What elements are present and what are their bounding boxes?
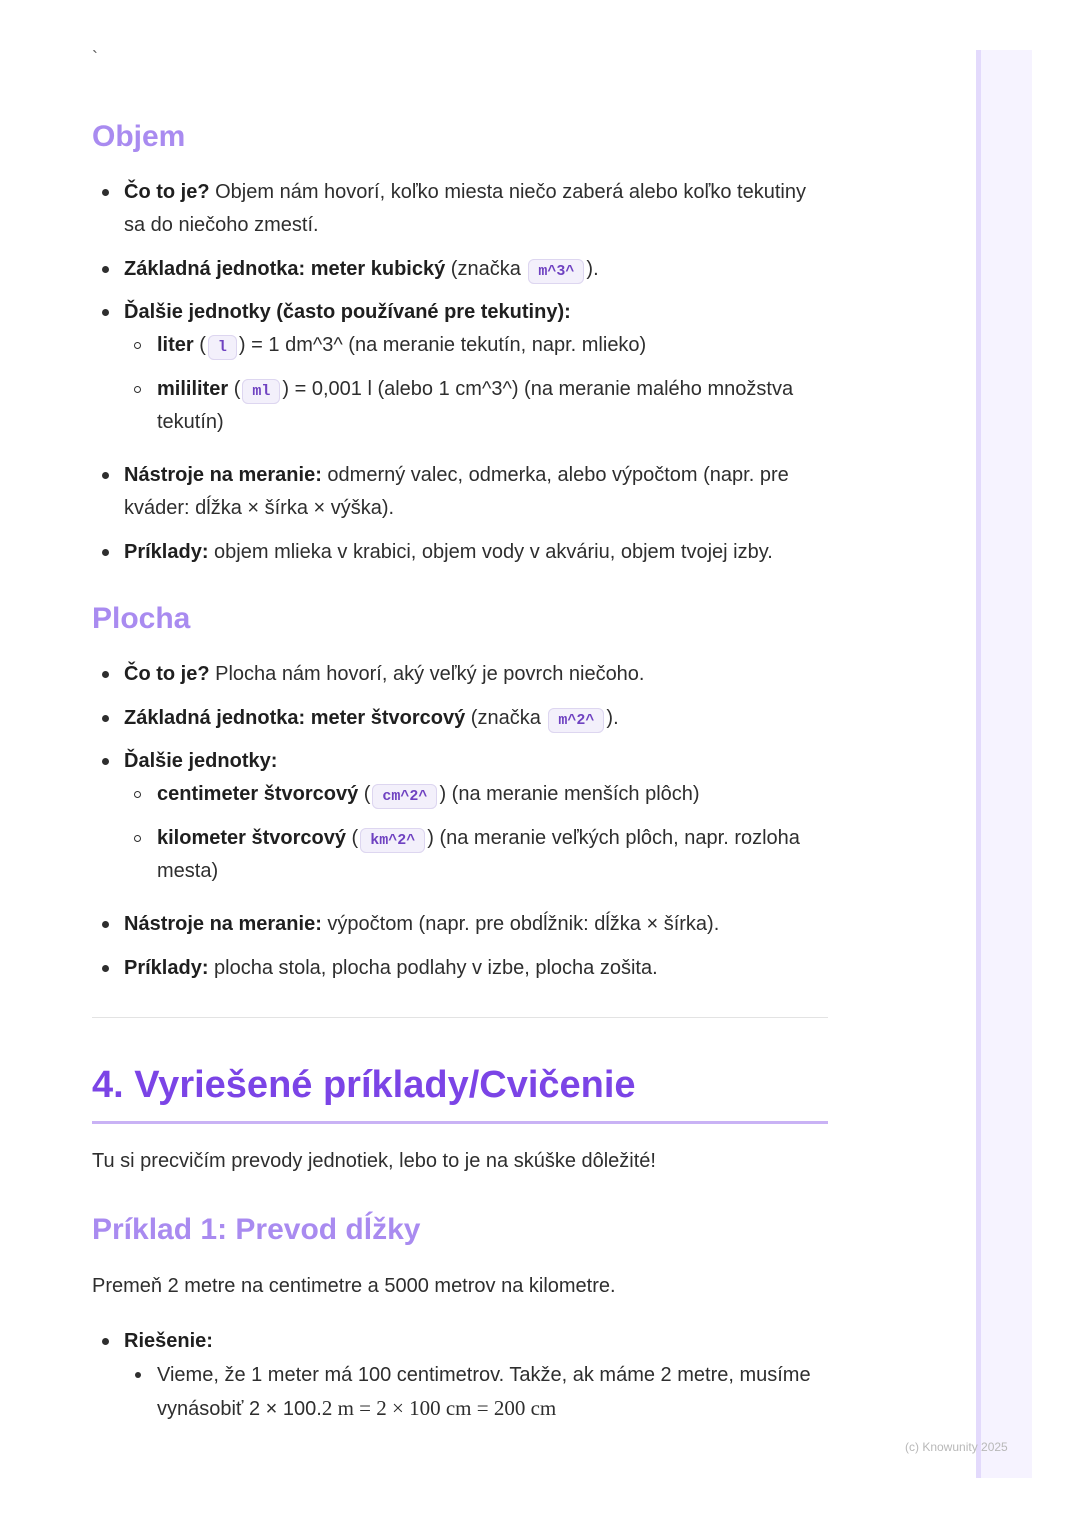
plocha-km2-item-line-2: mesta) <box>157 860 219 882</box>
bullet <box>102 189 109 196</box>
divider <box>92 1017 828 1018</box>
unit-code-m2: m^2^ <box>548 708 604 733</box>
bullet <box>102 266 109 273</box>
plocha-definition: Čo to je? Plocha nám hovorí, aký veľký je povrch niečoho. <box>124 663 645 685</box>
objem-tools-line-2: kváder: dĺžka × šírka × výška). <box>124 497 395 519</box>
heading-underline <box>92 1121 828 1124</box>
bullet <box>102 309 109 316</box>
bullet <box>102 965 109 972</box>
unit-code-l: l <box>208 335 237 360</box>
sub-bullet <box>134 835 141 842</box>
bullet <box>102 472 109 479</box>
plocha-other-units-label: Ďalšie jednotky: <box>124 750 278 772</box>
solution-line-1: Vieme, že 1 meter má 100 centimetrov. Takže, ak máme 2 metre, musíme <box>157 1364 811 1386</box>
watermark: (c) Knowunity 2025 <box>905 1440 1008 1454</box>
unit-code-km2: km^2^ <box>360 828 425 853</box>
objem-other-units-label: Ďalšie jednotky (často používané pre tekutiny): <box>124 301 571 323</box>
bullet <box>102 921 109 928</box>
unit-code-cm2: cm^2^ <box>372 784 437 809</box>
objem-base-unit: Základná jednotka: meter kubický (značka m^3^ ). <box>124 253 599 288</box>
solution-line-2: vynásobiť 2 × 100.2 m = 2 × 100 cm = 200 cm <box>157 1396 557 1420</box>
objem-mililiter-item: mililiter ( ml ) = 0,001 l (alebo 1 cm^3^) (na meranie malého množstva <box>157 373 793 408</box>
objem-tools-line-1: Nástroje na meranie: odmerný valec, odmerka, alebo výpočtom (napr. pre <box>124 464 789 486</box>
example-heading-1: Príklad 1: Prevod dĺžky <box>92 1213 421 1246</box>
objem-definition-line-2: sa do niečoho zmestí. <box>124 214 319 236</box>
top-mark: ` <box>92 48 98 68</box>
unit-code-ml: ml <box>242 379 280 404</box>
plocha-tools: Nástroje na meranie: výpočtom (napr. pre obdĺžnik: dĺžka × šírka). <box>124 913 720 935</box>
unit-code-m3: m^3^ <box>528 259 584 284</box>
bullet <box>102 549 109 556</box>
sub-bullet <box>134 386 141 393</box>
sub-bullet <box>135 1372 141 1378</box>
bullet <box>102 758 109 765</box>
objem-definition-line-1: Čo to je? Objem nám hovorí, koľko miesta niečo zaberá alebo koľko tekutiny <box>124 181 806 203</box>
sub-bullet <box>134 791 141 798</box>
bullet <box>102 715 109 722</box>
bullet <box>102 1338 109 1345</box>
section-heading-objem: Objem <box>92 120 186 153</box>
bullet <box>102 671 109 678</box>
plocha-cm2-item: centimeter štvorcový ( cm^2^ ) (na meranie menších plôch) <box>157 778 700 813</box>
objem-mililiter-item-line-2: tekutín) <box>157 411 224 433</box>
plocha-base-unit: Základná jednotka: meter štvorcový (značka m^2^ ). <box>124 702 619 737</box>
plocha-km2-item: kilometer štvorcový ( km^2^ ) (na meranie veľkých plôch, napr. rozloha <box>157 822 800 857</box>
section-intro: Tu si precvičím prevody jednotiek, lebo to je na skúške dôležité! <box>92 1150 656 1172</box>
section-heading-plocha: Plocha <box>92 602 191 635</box>
example-task: Premeň 2 metre na centimetre a 5000 metrov na kilometre. <box>92 1275 616 1297</box>
plocha-examples: Príklady: plocha stola, plocha podlahy v izbe, plocha zošita. <box>124 957 658 979</box>
section-heading-4: 4. Vyriešené príklady/Cvičenie <box>92 1064 636 1106</box>
sub-bullet <box>134 342 141 349</box>
objem-examples: Príklady: objem mlieka v krabici, objem vody v akváriu, objem tvojej izby. <box>124 541 773 563</box>
right-sidebar-strip <box>976 50 1032 1478</box>
solution-formula: 2 m = 2 × 100 cm = 200 cm <box>321 1396 557 1420</box>
objem-liter-item: liter ( l ) = 1 dm^3^ (na meranie tekutín, napr. mlieko) <box>157 329 646 364</box>
solution-label: Riešenie: <box>124 1330 213 1352</box>
